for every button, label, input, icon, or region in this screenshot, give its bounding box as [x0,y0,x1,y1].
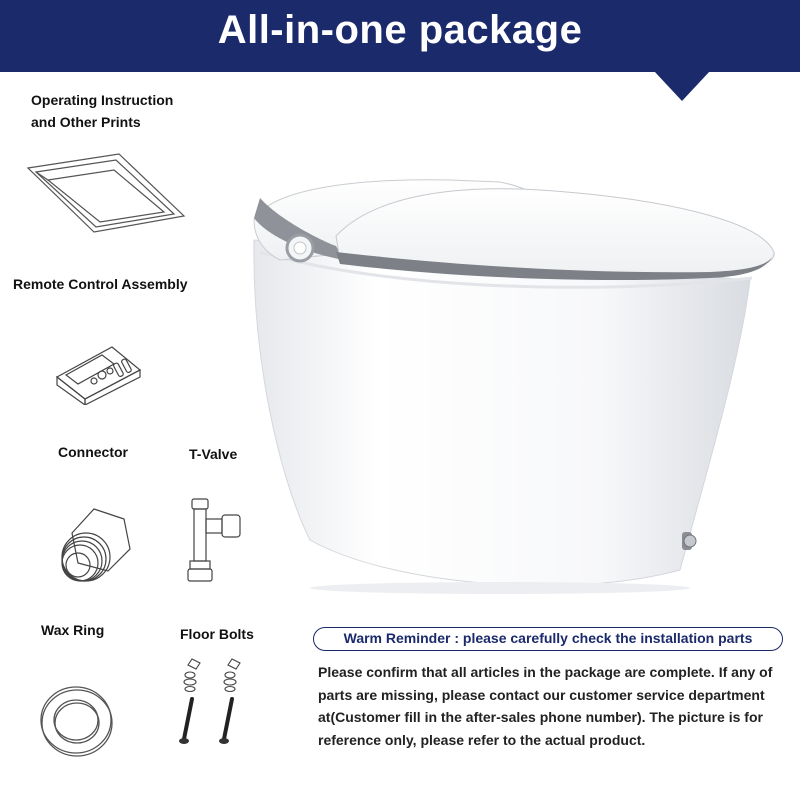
tvalve-label: T-Valve [189,446,238,462]
page-title: All-in-one package [217,8,583,52]
header-banner [0,0,800,72]
instructions-label-line1: Operating Instruction [31,92,174,108]
wax-ring-icon [36,682,116,762]
banner-notch [654,71,710,101]
wax-ring-label: Wax Ring [41,622,105,638]
remote-label: Remote Control Assembly [13,276,188,292]
connector-icon [52,505,134,587]
remote-control-icon [52,335,147,405]
floor-bolts-label: Floor Bolts [180,626,254,642]
t-valve-icon [180,495,245,585]
reminder-title: Warm Reminder : please carefully check the installation parts [313,627,783,651]
smart-toilet-icon [240,160,780,600]
instructions-label [31,89,173,133]
reminder-body: Please confirm that all articles in the package are complete. If any of parts are missing, please contact our customer service department at(Customer fill in the after-sales phone number). The picture is for reference only, please refer to the actual product. [318,664,773,748]
document-icon [24,150,189,235]
instructions-label-line2: and Other Prints [31,114,141,130]
floor-bolts-icon [170,655,260,747]
connector-label: Connector [58,444,128,460]
